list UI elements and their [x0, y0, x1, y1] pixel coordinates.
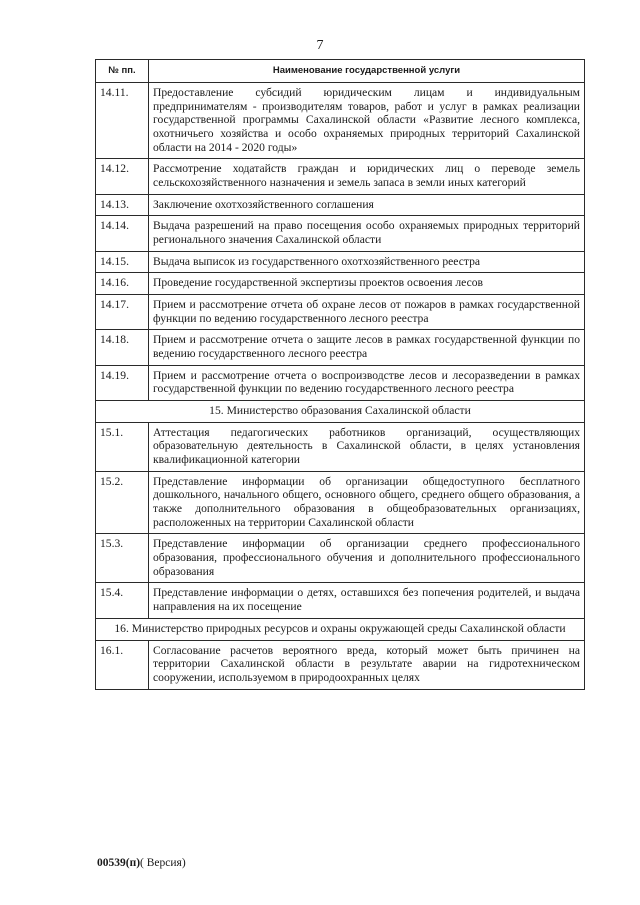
service-name: Заключение охотхозяйственного соглашения: [149, 194, 585, 216]
service-name: Прием и рассмотрение отчета о воспроизводстве лесов и лесоразведении в рамках государственной функции по ведению государственного лесного реестра: [149, 365, 585, 400]
table-row: [96, 583, 585, 618]
table-row: [96, 422, 585, 471]
table-row: [96, 471, 585, 534]
services-table: [95, 59, 585, 690]
service-name: Выдача выписок из государственного охотхозяйственного реестра: [149, 251, 585, 273]
table-header-row: [96, 60, 585, 83]
table-row: [96, 534, 585, 583]
document-footer: [97, 857, 186, 869]
service-name: Представление информации о детях, оставшихся без попечения родителей, и выдача направления на их посещение: [149, 583, 585, 618]
section-row: [96, 401, 585, 423]
row-number: 14.19.: [96, 365, 149, 400]
header-service-name: Наименование государственной услуги: [149, 60, 585, 83]
row-number: 16.1.: [96, 640, 149, 689]
table-row: [96, 273, 585, 295]
row-number: 15.3.: [96, 534, 149, 583]
row-number: 14.13.: [96, 194, 149, 216]
row-number: 14.14.: [96, 216, 149, 251]
service-name: Представление информации об организации общедоступного бесплатного дошкольного, начального общего, основного общего, среднего общего образования, а также дополнительного образования в общеобразовательных организациях, расположенных на территории Сахалинской области: [149, 471, 585, 534]
service-name: Проведение государственной экспертизы проектов освоения лесов: [149, 273, 585, 295]
service-name: Рассмотрение ходатайств граждан и юридических лиц о переводе земель сельскохозяйственного назначения и земель запаса в земли иных категорий: [149, 159, 585, 194]
row-number: 14.16.: [96, 273, 149, 295]
row-number: 14.11.: [96, 83, 149, 159]
row-number: 15.2.: [96, 471, 149, 534]
table-row: [96, 330, 585, 365]
section-row: [96, 618, 585, 640]
section-heading: 15. Министерство образования Сахалинской области: [96, 401, 585, 423]
table-row: [96, 640, 585, 689]
row-number: 14.17.: [96, 295, 149, 330]
service-name: Выдача разрешений на право посещения особо охраняемых природных территорий регионального значения Сахалинской области: [149, 216, 585, 251]
table-row: [96, 194, 585, 216]
table-row: [96, 365, 585, 400]
row-number: 15.4.: [96, 583, 149, 618]
table-row: [96, 295, 585, 330]
service-name: Представление информации об организации среднего профессионального образования, профессионального обучения и дополнительного профессионального образования: [149, 534, 585, 583]
row-number: 15.1.: [96, 422, 149, 471]
table-row: [96, 216, 585, 251]
service-name: Прием и рассмотрение отчета о защите лесов в рамках государственной функции по ведению государственного лесного реестра: [149, 330, 585, 365]
row-number: 14.15.: [96, 251, 149, 273]
document-version: ( Версия): [140, 857, 186, 869]
service-name: Прием и рассмотрение отчета об охране лесов от пожаров в рамках государственной функции по ведению государственного лесного реестра: [149, 295, 585, 330]
section-heading: 16. Министерство природных ресурсов и охраны окружающей среды Сахалинской области: [96, 618, 585, 640]
table-row: [96, 83, 585, 159]
table-row: [96, 159, 585, 194]
page-number: 7: [316, 38, 324, 53]
document-code: 00539(п): [97, 857, 141, 869]
row-number: 14.18.: [96, 330, 149, 365]
service-name: Предоставление субсидий юридическим лицам и индивидуальным предпринимателям - производителям товаров, работ и услуг в рамках реализации государственной программы Сахалинской области «Развитие лесного комплекса, охотничьего хозяйства и особо охраняемых природных территорий Сахалинской области на 2014 - 2020 годы»: [149, 83, 585, 159]
service-name: Согласование расчетов вероятного вреда, который может быть причинен на территории Сахалинской области в результате аварии на гидротехническом сооружении, используемом в природоохранных целях: [149, 640, 585, 689]
header-number: № пп.: [96, 60, 149, 83]
service-name: Аттестация педагогических работников организаций, осуществляющих образовательную деятельность в Сахалинской области, в целях установления квалификационной категории: [149, 422, 585, 471]
row-number: 14.12.: [96, 159, 149, 194]
table-row: [96, 251, 585, 273]
